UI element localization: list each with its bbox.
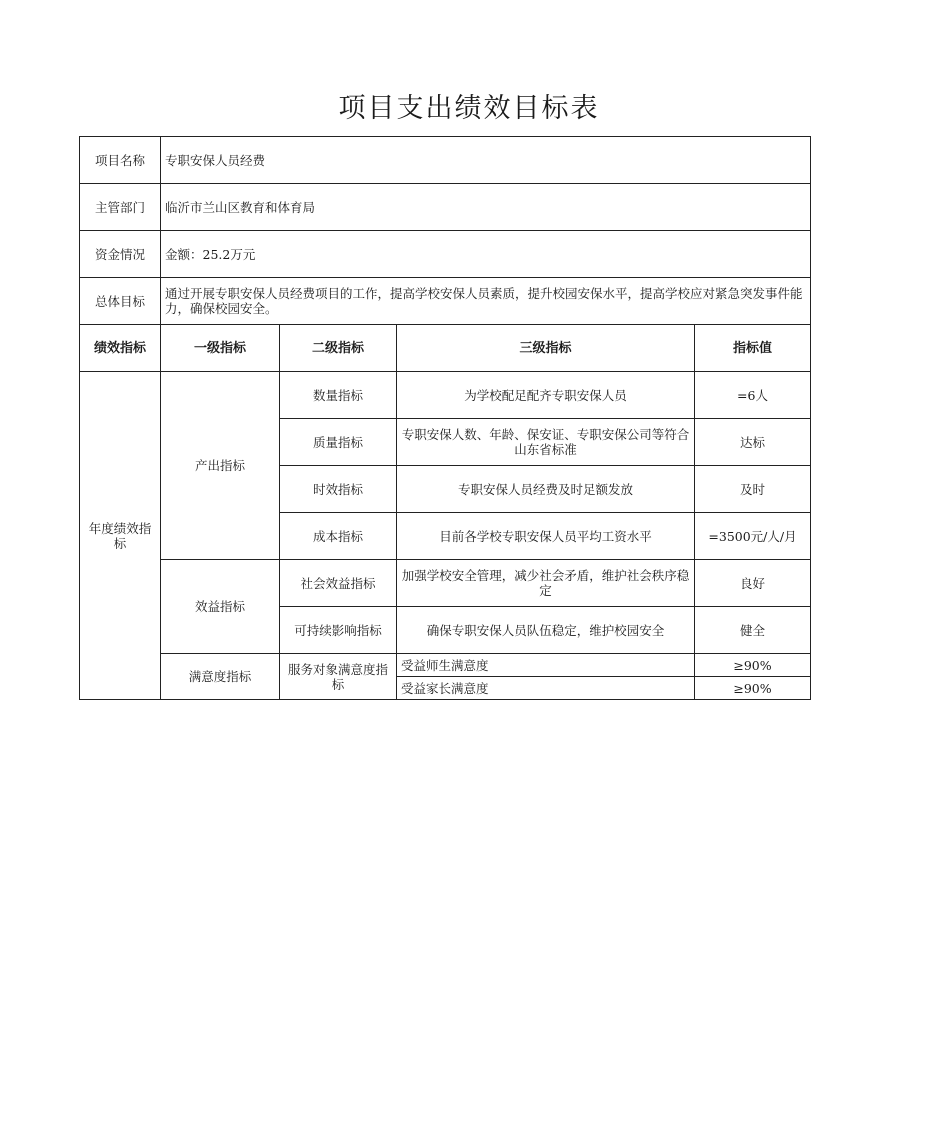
- info-label: 主管部门: [80, 184, 161, 231]
- value-cell: 达标: [695, 419, 811, 466]
- header-value: 指标值: [695, 325, 811, 372]
- level1-benefit: 效益指标: [161, 560, 280, 654]
- header-level1: 一级指标: [161, 325, 280, 372]
- value-cell: =3500元/人/月: [695, 513, 811, 560]
- level2-cell: 成本指标: [280, 513, 397, 560]
- level3-cell: 专职安保人数、年龄、保安证、专职安保公司等符合山东省标准: [397, 419, 695, 466]
- level3-cell: 受益师生满意度: [397, 654, 695, 677]
- performance-table: [79, 136, 811, 700]
- table-row: [80, 372, 811, 419]
- level3-cell: 确保专职安保人员队伍稳定，维护校园安全: [397, 607, 695, 654]
- level3-cell: 为学校配足配齐专职安保人员: [397, 372, 695, 419]
- level3-cell: 加强学校安全管理，减少社会矛盾，维护社会秩序稳定: [397, 560, 695, 607]
- info-label: 总体目标: [80, 278, 161, 325]
- header-indicator: 绩效指标: [80, 325, 161, 372]
- info-value: 临沂市兰山区教育和体育局: [161, 184, 811, 231]
- level2-cell: 社会效益指标: [280, 560, 397, 607]
- group-label: 年度绩效指标: [80, 372, 161, 700]
- value-cell: ≥90%: [695, 677, 811, 700]
- level2-cell: 数量指标: [280, 372, 397, 419]
- info-row-department: [80, 184, 811, 231]
- level1-satisfaction: 满意度指标: [161, 654, 280, 700]
- table-row: [80, 560, 811, 607]
- table-row: [80, 654, 811, 677]
- level2-cell: 质量指标: [280, 419, 397, 466]
- info-row-project-name: [80, 137, 811, 184]
- info-value: 通过开展专职安保人员经费项目的工作，提高学校安保人员素质，提升校园安保水平，提高学校应对紧急突发事件能力，确保校园安全。: [161, 278, 811, 325]
- level2-satisfaction: 服务对象满意度指标: [280, 654, 397, 700]
- info-row-funding: [80, 231, 811, 278]
- value-cell: =6人: [695, 372, 811, 419]
- page-title: 项目支出绩效目标表: [338, 93, 600, 124]
- level2-cell: 可持续影响指标: [280, 607, 397, 654]
- info-value: 金额：25.2万元: [161, 231, 811, 278]
- level3-cell: 目前各学校专职安保人员平均工资水平: [397, 513, 695, 560]
- level3-cell: 专职安保人员经费及时足额发放: [397, 466, 695, 513]
- level1-output: 产出指标: [161, 372, 280, 560]
- info-row-overall-goal: [80, 278, 811, 325]
- header-row: [80, 325, 811, 372]
- value-cell: 及时: [695, 466, 811, 513]
- info-value: 专职安保人员经费: [161, 137, 811, 184]
- info-label: 资金情况: [80, 231, 161, 278]
- value-cell: 良好: [695, 560, 811, 607]
- level2-cell: 时效指标: [280, 466, 397, 513]
- header-level3: 三级指标: [397, 325, 695, 372]
- info-label: 项目名称: [80, 137, 161, 184]
- level3-cell: 受益家长满意度: [397, 677, 695, 700]
- value-cell: ≥90%: [695, 654, 811, 677]
- header-level2: 二级指标: [280, 325, 397, 372]
- value-cell: 健全: [695, 607, 811, 654]
